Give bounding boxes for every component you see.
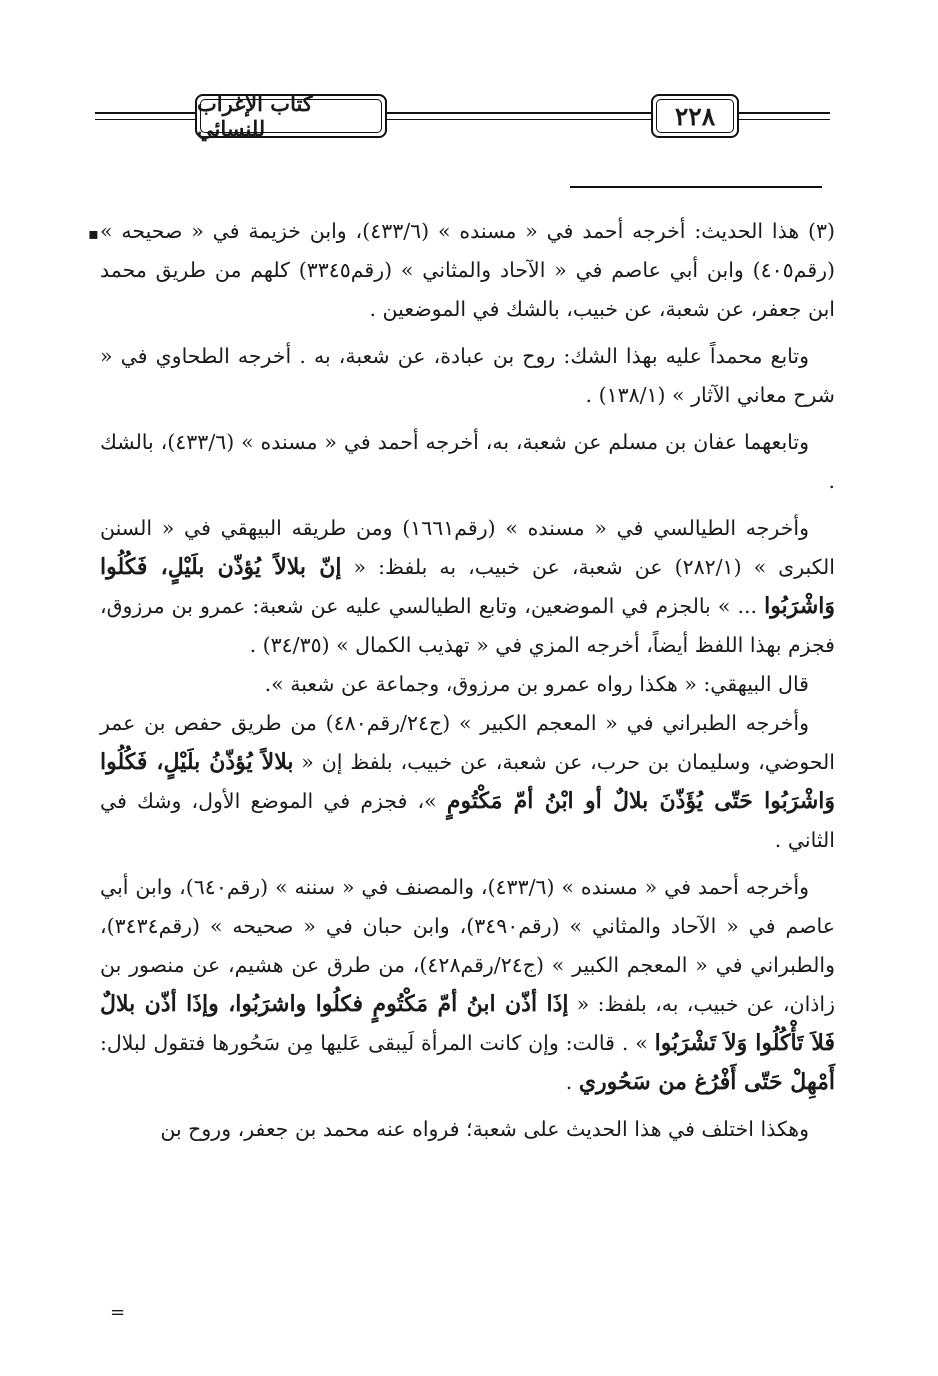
paragraph: [100, 704, 835, 860]
page-number: ٢٢٨: [674, 101, 716, 131]
header-rule-right-outer: [739, 112, 830, 114]
book-title-box: [195, 91, 387, 141]
paragraph: [100, 1110, 835, 1149]
hadith-quote: بلالاً يُؤذّنُ بلَيْلٍ، فَكُلُوا وَاشْرَبُوا حَتّى يُؤَذّنَ بلالٌ أو ابْنُ أمّ مَكْتُومٍ: [100, 749, 835, 814]
text-run: وأخرجه أحمد في « مسنده » (٤٣٣/٦)، والمصنف في « سننه » (رقم٦٤٠)، وابن أبي عاصم في « الآحاد والمثاني » (رقم٣٤٩٠)، وابن حبان في « صحيحه » (رقم٣٤٣٤)، والطبراني في « المعجم الكبير » (ج٢٤/رقم٤٢٨)، من طرق عن هشيم، عن منصور بن زاذان، عن خبيب، به، بلفظ: «: [100, 875, 835, 1016]
paragraph: [100, 509, 835, 665]
paragraph: [100, 423, 835, 501]
header-rule-middle-inner: [387, 119, 651, 120]
hadith-quote: أَمْهِلْ حَتّى أَفْرُغ من سَحُوري: [578, 1069, 835, 1095]
footnote-separator: [570, 186, 822, 188]
header-rule-middle-outer: [387, 112, 651, 114]
margin-mark: ▪: [88, 224, 99, 243]
header-rule-left-inner: [95, 119, 195, 120]
text-run: وتابعهما عفان بن مسلم عن شعبة، به، أخرجه أحمد في « مسنده » (٤٣٣/٦)، بالشك .: [100, 430, 835, 493]
text-run: (٣) هذا الحديث: أخرجه أحمد في « مسنده » (٤٣٣/٦)، وابن خزيمة في « صحيحه » (رقم٤٠٥) وابن أبي عاصم في « الآحاد والمثاني » (رقم٣٣٤٥) كلهم من طريق محمد ابن جعفر، عن شعبة، عن خبيب، بالشك في الموضعين .: [100, 219, 836, 321]
text-run: » . قالت: وإن كانت المرأة لَيبقى عَليها مِن سَحُورها فتقول لبلال:: [100, 1031, 655, 1055]
header-rule-right-inner: [739, 119, 830, 120]
book-title: كتاب الإغراب للنسائي: [197, 91, 313, 141]
text-run: ... » بالجزم في الموضعين، وتابع الطيالسي عليه عن شعبة: عمرو بن مرزوق، فجزم بهذا اللفظ أيضاً، أخرجه المزي في « تهذيب الكمال » (٣٤/٣٥) .: [100, 594, 835, 657]
text-run: »، فجزم في الموضع الأول، وشك في الثاني .: [100, 789, 835, 852]
hadith-quote: إذَا أذّن ابنُ أمّ مَكْتُومٍ فكلُوا واشرَبُوا، وإذَا أذّن بلالٌ فَلاَ تَأْكُلُوا وَلاَ تَشْرَبُوا: [100, 991, 836, 1056]
header-rule-left-outer: [95, 112, 195, 114]
page-header: [95, 88, 830, 160]
text-run: وهكذا اختلف في هذا الحديث على شعبة؛ فرواه عنه محمد بن جعفر، وروح بن: [160, 1117, 809, 1141]
continuation-mark: =: [110, 1302, 126, 1323]
paragraph: [100, 665, 835, 704]
footnote-body: [100, 212, 835, 1157]
text-run: وأخرجه الطبراني في « المعجم الكبير » (ج٢٤/رقم٤٨٠) من طريق حفص بن عمر الحوضي، وسليمان بن حرب، عن شعبة، عن خبيب، بلفظ إن «: [100, 711, 836, 774]
paragraph: [100, 212, 835, 329]
hadith-quote: إنّ بلالاً يُؤذّن بلَيْلٍ، فَكُلُوا وَاشْرَبُوا: [100, 554, 835, 619]
page-number-box: [651, 94, 739, 138]
text-run: وأخرجه الطيالسي في « مسنده » (رقم١٦٦١) ومن طريقه البيهقي في « السنن الكبرى » (٢٨٢/١) عن شعبة، عن خبيب، به بلفظ: «: [100, 516, 835, 579]
text-run: وتابع محمداً عليه بهذا الشك: روح بن عبادة، عن شعبة، به . أخرجه الطحاوي في « شرح معاني الآثار » (١٣٨/١) .: [100, 344, 835, 407]
paragraph: [100, 337, 835, 415]
text-run: قال البيهقي: « هكذا رواه عمرو بن مرزوق، وجماعة عن شعبة ».: [264, 672, 809, 696]
paragraph: [100, 868, 835, 1102]
text-run: .: [565, 1070, 579, 1094]
